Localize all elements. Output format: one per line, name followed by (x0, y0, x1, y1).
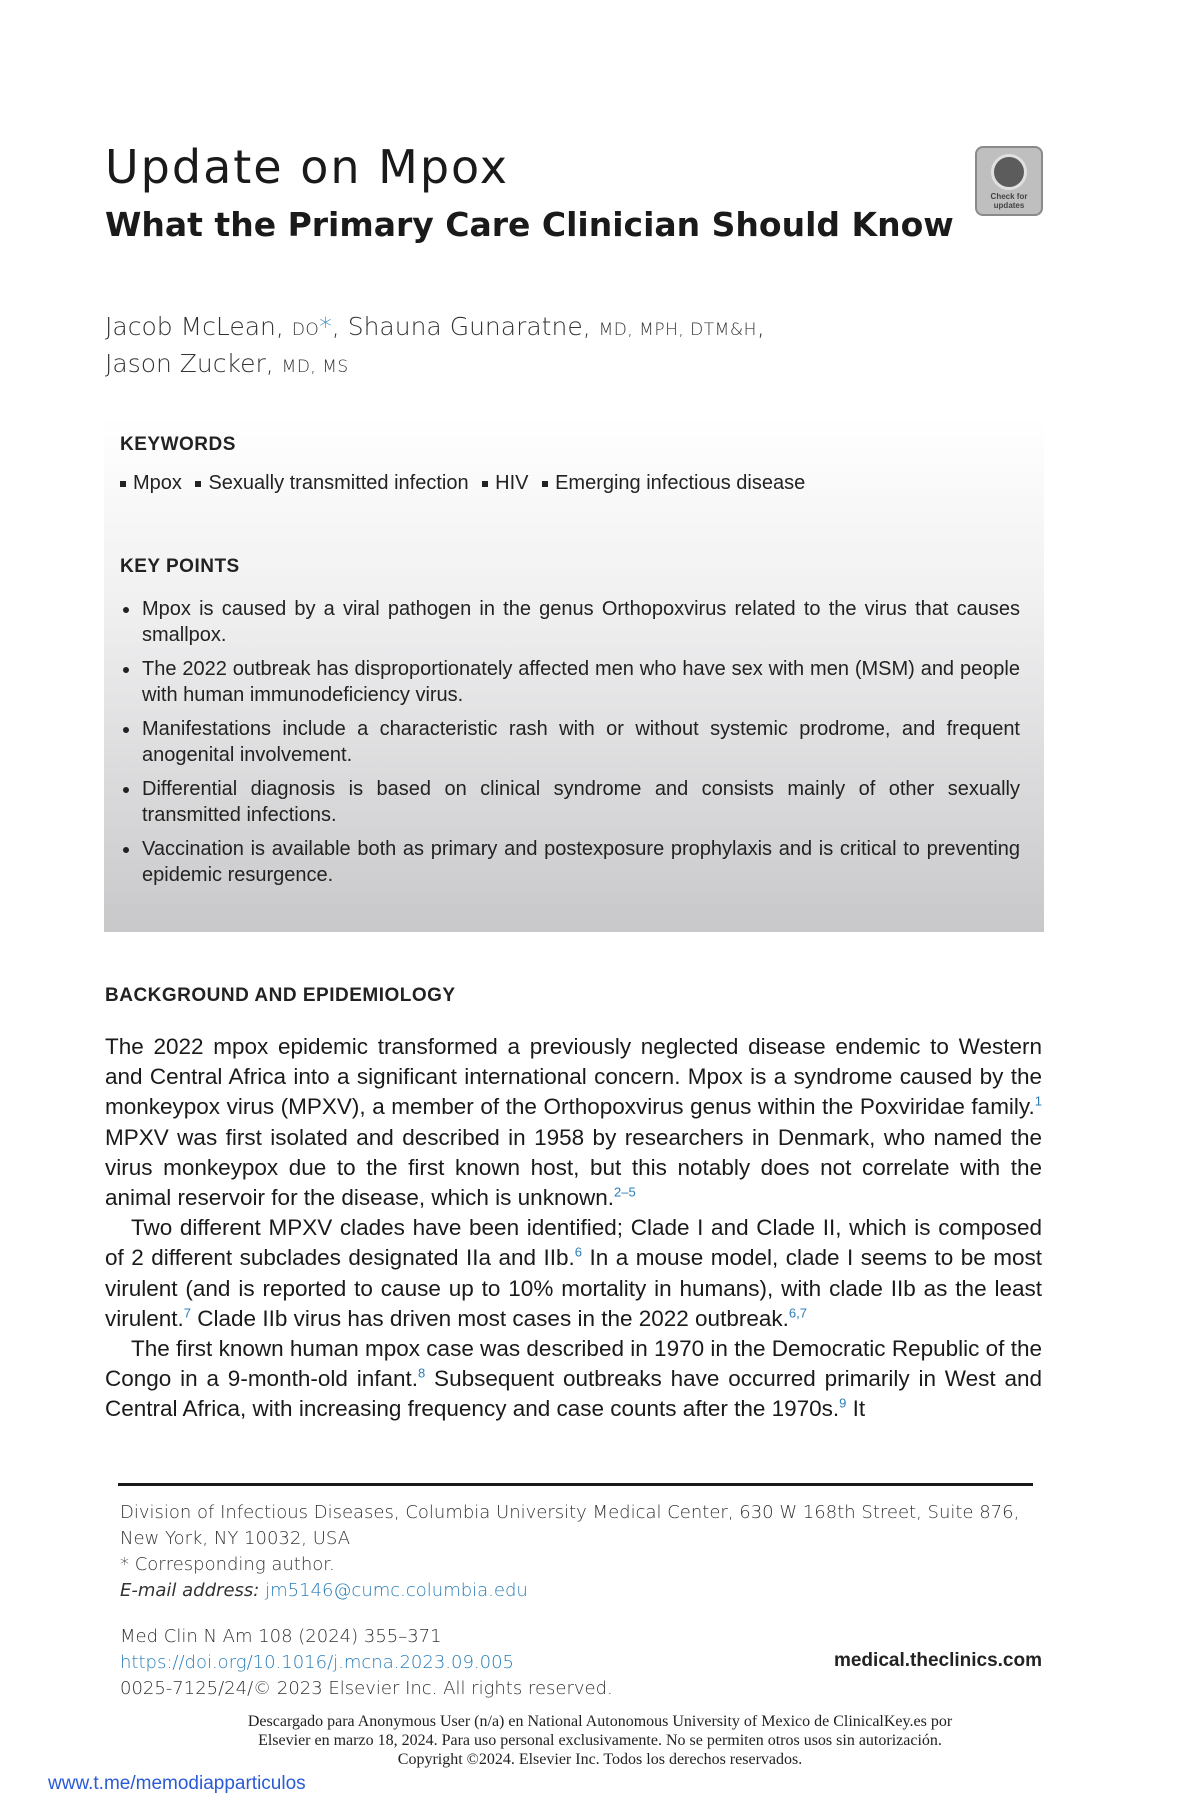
reference-link[interactable]: 9 (839, 1395, 847, 1411)
reference-link[interactable]: 7 (183, 1305, 192, 1321)
email-line (120, 1578, 1040, 1604)
key-points-heading: KEY POINTS (120, 556, 240, 577)
key-point: Manifestations include a characteristic rash with or without systemic prodrome, and frequent anogenital involvement. (120, 716, 1020, 768)
check-updates-icon (991, 154, 1027, 190)
author-credentials: DO (291, 320, 320, 340)
affiliation-block (120, 1500, 1040, 1604)
author-list (105, 310, 765, 384)
reference-link[interactable]: 8 (418, 1365, 426, 1381)
key-point: The 2022 outbreak has disproportionately affected men who have sex with men (MSM) and people with human immunodeficiency virus. (120, 656, 1020, 708)
bullet-square-icon (195, 481, 201, 487)
reference-link[interactable]: 1 (1034, 1093, 1042, 1109)
key-point: Mpox is caused by a viral pathogen in the genus Orthopoxvirus related to the virus that causes smallpox. (120, 596, 1020, 648)
reference-link[interactable]: 6,7 (788, 1305, 807, 1321)
author-line-1: Jacob McLean, DO*, Shauna Gunaratne, MD, MPH, DTM&H, (105, 312, 765, 341)
download-notice: Descargado para Anonymous User (n/a) en National Autonomous University of Mexico de ClinicalKey.es por Elsevier en marzo 18, 2024. Para uso personal exclusivamente. No se permiten otros usos sin autorización. Copyright ©2024. Elsevier Inc. Todos los derechos reservados. (247, 1713, 953, 1768)
check-for-updates-badge[interactable] (975, 146, 1043, 216)
bullet-square-icon (482, 481, 488, 487)
reference-link[interactable]: 2–5 (614, 1184, 636, 1200)
bullet-square-icon (120, 481, 126, 487)
author-line-2 (105, 347, 765, 384)
author-credentials: MD, MPH, DTM&H (598, 320, 757, 340)
bullet-square-icon (542, 481, 548, 487)
copyright: 0025-7125/24/© 2023 Elsevier Inc. All rights reserved. (120, 1678, 613, 1699)
article-title: Update on Mpox (105, 140, 509, 194)
journal-site[interactable]: medical.theclinics.com (833, 1650, 1042, 1671)
watermark-link[interactable]: www.t.me/memodiapparticulos (48, 1773, 306, 1794)
footnote-divider (118, 1483, 1033, 1486)
keyword: Sexually transmitted infection (208, 472, 469, 494)
keyword: HIV (495, 472, 529, 494)
doi-link[interactable]: https://doi.org/10.1016/j.mcna.2023.09.005 (120, 1652, 514, 1673)
paragraph: Two different MPXV clades have been identified; Clade I and Clade II, which is composed of 2 different subclades designated IIa and IIb.$^6$ In a mouse model, clade I seems to be most virulent (and is reported to cause up to 10% mortality in humans), with clade IIb as the least virulent.$^7$ Clade IIb virus has driven most cases in the 2022 outbreak.$^{6,7}$ (105, 1215, 1042, 1331)
author-name: Shauna Gunaratne, (347, 312, 591, 341)
check-updates-label: Check for updates (990, 192, 1028, 210)
journal-citation: Med Clin N Am 108 (2024) 355–371 (120, 1626, 442, 1647)
paragraph: The first known human mpox case was described in 1970 in the Democratic Republic of the Congo in a 9-month-old infant.$^8$ Subsequent outbreaks have occurred primarily in West and Central Africa, with increasing frequency and case counts after the 1970s.$^9$ It (105, 1336, 1043, 1422)
background-body (105, 1032, 1042, 1425)
reference-link[interactable]: 6 (574, 1244, 582, 1260)
paragraph: The 2022 mpox epidemic transformed a previously neglected disease endemic to Western and Central Africa into a significant international concern. Mpox is a syndrome caused by the monkeypox virus (MPXV), a member of the Orthopoxvirus genus within the Poxviridae family.$^1$ MPXV was first isolated and described in 1958 by researchers in Denmark, who named the virus monkeypox due to the first known host, but this notably does not correlate with the animal reservoir for the disease, which is unknown.$^{2-5}$ (105, 1034, 1042, 1211)
email-link[interactable]: jm5146@cumc.columbia.edu (265, 1580, 528, 1601)
section-heading-background: BACKGROUND AND EPIDEMIOLOGY (105, 985, 456, 1006)
author-name: Jacob McLean, (105, 312, 284, 341)
keywords-keypoints-box (104, 416, 1044, 932)
key-point: Vaccination is available both as primary and postexposure prophylaxis and is critical to preventing epidemic resurgence. (120, 836, 1020, 888)
keywords-heading: KEYWORDS (120, 434, 236, 455)
corresponding-note: * Corresponding author. (120, 1554, 335, 1575)
key-points-list (120, 596, 1020, 896)
key-point: Differential diagnosis is based on clinical syndrome and consists mainly of other sexually transmitted infections. (120, 776, 1020, 828)
article-subtitle: What the Primary Care Clinician Should Know (105, 205, 954, 244)
author-name: Jason Zucker, (105, 349, 274, 378)
keyword: Emerging infectious disease (555, 472, 806, 494)
keywords-list (120, 472, 813, 495)
author-credentials: MD, MS (281, 357, 349, 377)
keyword: Mpox (133, 472, 182, 494)
email-label: E-mail address: (120, 1580, 260, 1601)
affiliation: Division of Infectious Diseases, Columbia University Medical Center, 630 W 168th Street, Suite 876, New York, NY 10032, USA (120, 1502, 1020, 1549)
corresponding-marker[interactable]: * (319, 312, 332, 341)
